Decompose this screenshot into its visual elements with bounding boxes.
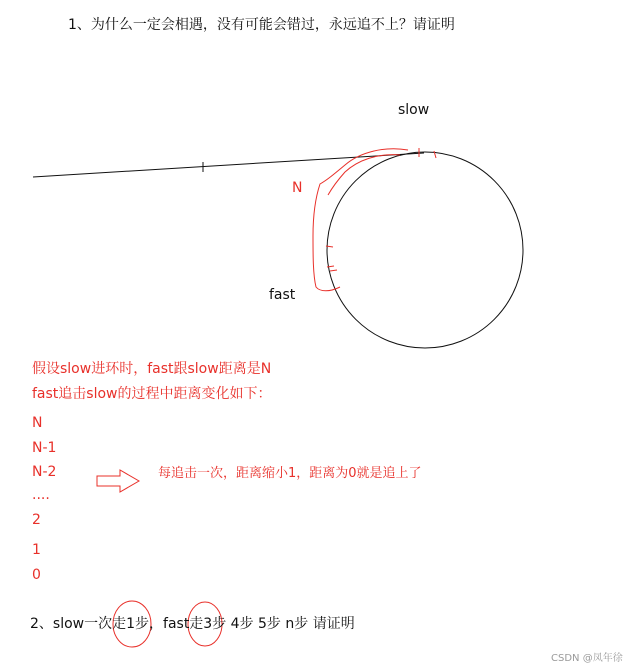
ring-circle — [327, 152, 523, 348]
sequence-item: N-1 — [32, 440, 57, 456]
explanation-line-2: fast追击slow的过程中距离变化如下： — [32, 386, 272, 402]
question-1: 1、为什么一定会相遇，没有可能会错过，永远追不上？请证明 — [68, 17, 455, 33]
list-line — [33, 153, 424, 177]
sequence-item: .... — [32, 487, 50, 503]
slow-label: slow — [398, 102, 430, 118]
watermark: CSDN @凤年徐 — [551, 653, 623, 664]
sequence-item: N-2 — [32, 464, 57, 480]
sequence-item: 1 — [32, 542, 41, 558]
sequence-item: 0 — [32, 567, 41, 583]
fast-label: fast — [269, 287, 296, 303]
explanation-line-1: 假设slow进环时，fast跟slow距离是N — [32, 361, 272, 377]
distance-note: 每追击一次，距离缩小1，距离为0就是追上了 — [158, 466, 422, 481]
distance-label: N — [292, 180, 303, 196]
right-arrow — [97, 470, 139, 492]
sequence-item: N — [32, 415, 43, 431]
distance-arc-inner — [328, 155, 400, 195]
distance-arc — [313, 149, 408, 291]
question-2: 2、slow一次走1步，fast走3步 4步 5步 n步 请证明 — [30, 616, 355, 632]
sequence-item: 2 — [32, 512, 41, 528]
